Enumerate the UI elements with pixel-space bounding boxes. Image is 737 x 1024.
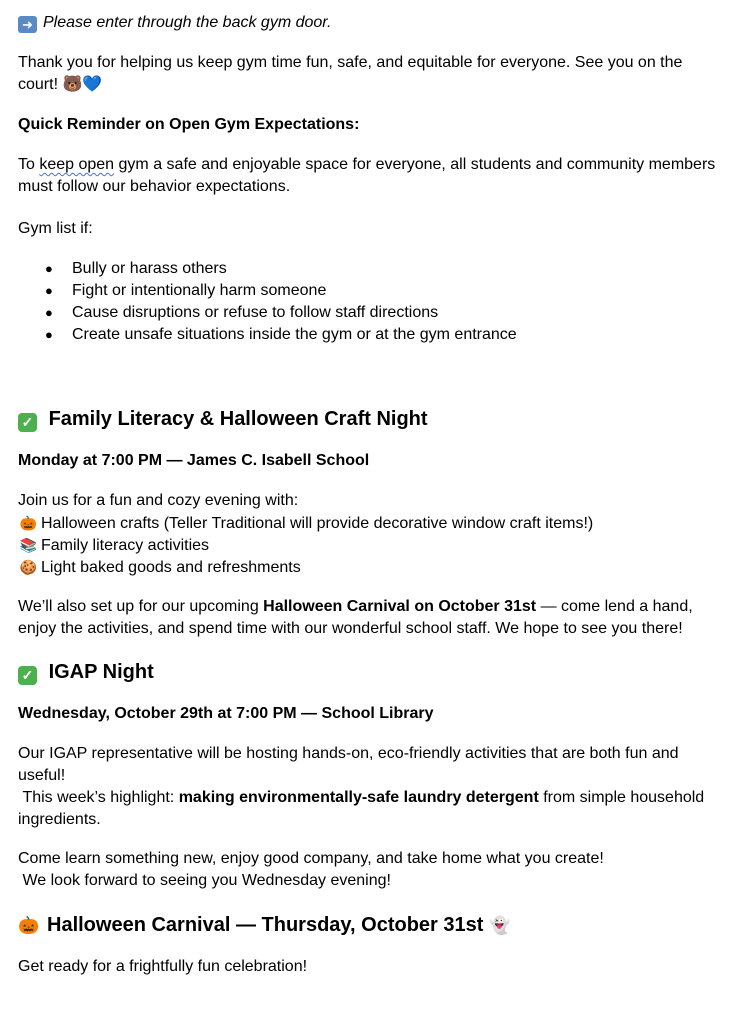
bullet-dot: ● [45, 327, 53, 342]
check-icon: ✓ [18, 413, 37, 432]
gym-paragraph [18, 154, 723, 198]
igap-highlight-bold: making environmentally-safe laundry detergent [178, 789, 539, 806]
gym-list-intro: Gym list if: [18, 220, 93, 237]
list-item: ● Fight or intentionally harm someone [18, 280, 723, 302]
pumpkin-icon: 🎃 [18, 916, 40, 935]
list-item: ● Create unsafe situations inside the gym or at the gym entrance [18, 324, 723, 346]
list-item: ● Cause disruptions or refuse to follow staff directions [18, 302, 723, 324]
literacy-when: Monday at 7:00 PM — James C. Isabell School [18, 452, 370, 469]
back-door-text: Please enter through the back gym door. [43, 14, 332, 31]
bullet-dot: ● [45, 283, 53, 298]
gym-para-rest: gym a safe and enjoyable space for everyone, all students and community members must follow our behavior expectations. [18, 156, 716, 195]
right-arrow-icon: ➜ [18, 16, 37, 33]
carnival-line: Get ready for a frightfully fun celebration! [18, 958, 308, 975]
igap-paragraph-3: Come learn something new, enjoy good company, and take home what you create! [18, 850, 604, 867]
igap-title: IGAP Night [48, 661, 154, 683]
back-door-note [18, 12, 723, 34]
spellcheck-squiggle[interactable]: keep open [39, 156, 115, 173]
thanks-text: Thank you for helping us keep gym time fun, safe, and equitable for everyone. See you on the court! [18, 54, 683, 93]
literacy-title: Family Literacy & Halloween Craft Night [48, 408, 428, 430]
literacy-join: Join us for a fun and cozy evening with: [18, 492, 299, 509]
carnival-setup-paragraph: We’ll also set up for our upcoming Halloween Carnival on October 31st — come lend a hand, enjoy the activities, and spend time with our wonderful school staff. We hope to see you there! [18, 598, 693, 637]
literacy-items [16, 512, 721, 578]
bullet-dot: ● [45, 305, 53, 320]
literacy-heading [18, 406, 723, 432]
igap-when: Wednesday, October 29th at 7:00 PM — School Library [18, 705, 434, 722]
list-item: 🎃 Halloween crafts (Teller Traditional will provide decorative window craft items!) [16, 512, 721, 534]
list-item: 📚 Family literacy activities [16, 534, 721, 556]
carnival-heading [18, 912, 723, 939]
igap-heading [18, 659, 723, 685]
ghost-icon: 👻 [489, 916, 511, 935]
list-item: 🍪 Light baked goods and refreshments [16, 556, 721, 578]
igap-highlight-paragraph: This week’s highlight: making environmentally-safe laundry detergent from simple household ingredients. [18, 789, 709, 828]
thanks-paragraph [18, 52, 723, 96]
check-icon: ✓ [18, 666, 37, 685]
carnival-title: Halloween Carnival — Thursday, October 31st [47, 914, 484, 936]
bullet-dot: ● [45, 261, 53, 276]
bear-heart-icons: 🐻💙 [62, 76, 103, 93]
igap-paragraph-4: We look forward to seeing you Wednesday evening! [18, 872, 391, 889]
cookie-icon: 🍪 [19, 559, 38, 575]
books-icon: 📚 [19, 537, 38, 553]
carnival-date-bold: Halloween Carnival on October 31st [263, 598, 537, 615]
gym-bullet-list [18, 258, 723, 346]
gym-para-prefix: To [18, 156, 40, 173]
pumpkin-icon: 🎃 [19, 515, 38, 531]
list-item: ● Bully or harass others [18, 258, 723, 280]
igap-paragraph-1: Our IGAP representative will be hosting hands-on, eco-friendly activities that are both fun and useful! [18, 745, 679, 784]
gym-heading: Quick Reminder on Open Gym Expectations: [18, 116, 360, 133]
